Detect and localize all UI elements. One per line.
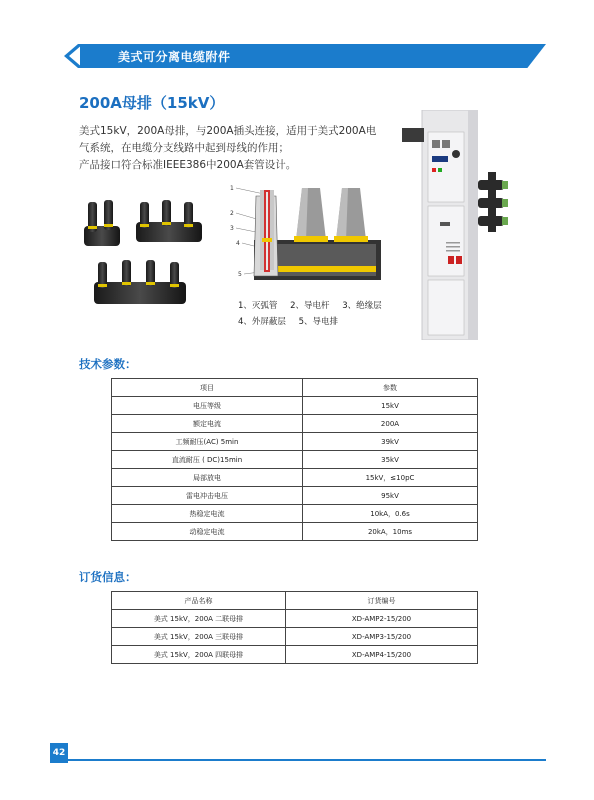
callout-1: 1 <box>230 185 234 192</box>
table-cell: 额定电流 <box>112 415 303 433</box>
table-cell: XD-AMP3-15/200 <box>286 628 478 646</box>
diagram-legend <box>238 298 408 330</box>
four-way-busbar-image <box>94 260 186 304</box>
table-cell: 200A <box>303 415 478 433</box>
order-table <box>111 591 478 664</box>
two-way-busbar-image <box>84 200 120 246</box>
table-cell: XD-AMP2-15/200 <box>286 610 478 628</box>
product-photos <box>80 196 210 314</box>
table-cell: 电压等级 <box>112 397 303 415</box>
callout-4: 4 <box>236 240 240 247</box>
header-banner <box>52 44 546 68</box>
specs-heading: 技术参数： <box>79 357 137 371</box>
table-row <box>112 433 478 451</box>
table-cell: 95kV <box>303 487 478 505</box>
legend-item: 1、灭弧管 <box>238 301 278 311</box>
table-cell: 美式 15kV，200A 二联母排 <box>112 610 286 628</box>
three-way-busbar-image <box>136 200 202 242</box>
table-cell: 10kA，0.6s <box>303 505 478 523</box>
legend-row <box>238 298 408 314</box>
order-heading: 订货信息： <box>79 570 137 584</box>
callout-5: 5 <box>238 271 242 278</box>
callout-2: 2 <box>230 210 234 217</box>
legend-item: 4、外屏蔽层 <box>238 317 286 327</box>
table-cell: 15kV，≤10pC <box>303 469 478 487</box>
table-row <box>112 628 478 646</box>
table-row <box>112 487 478 505</box>
column-header: 参数 <box>303 379 478 397</box>
header-title: 美式可分离电缆附件 <box>118 50 231 64</box>
specs-table <box>111 378 478 541</box>
column-header: 订货编号 <box>286 592 478 610</box>
description-line: 美式15kV，200A母排，与200A插头连接，适用于美式200A电 <box>79 125 377 137</box>
description-line: 产品接口符合标准IEEE386中200A套管设计。 <box>79 159 297 171</box>
description-line: 气系统，在电缆分支线路中起到母线的作用； <box>79 142 289 154</box>
table-cell: 动稳定电流 <box>112 523 303 541</box>
table-cell: 热稳定电流 <box>112 505 303 523</box>
table-cell: 35kV <box>303 451 478 469</box>
product-description <box>79 123 379 174</box>
table-cell: 工频耐压(AC) 5min <box>112 433 303 451</box>
table-row <box>112 415 478 433</box>
table-row <box>112 451 478 469</box>
table-header-row <box>112 592 478 610</box>
product-title: 200A母排（15kV） <box>79 94 225 112</box>
table-cell: 雷电冲击电压 <box>112 487 303 505</box>
table-cell: 美式 15kV，200A 四联母排 <box>112 646 286 664</box>
table-header-row <box>112 379 478 397</box>
legend-item: 2、导电杆 <box>290 301 330 311</box>
table-row <box>112 505 478 523</box>
page-number: 42 <box>50 743 68 763</box>
legend-row <box>238 314 408 330</box>
legend-item: 5、导电排 <box>298 317 339 327</box>
table-row <box>112 397 478 415</box>
cross-section-diagram <box>226 180 386 290</box>
legend-item: 3、绝缘层 <box>342 301 382 311</box>
table-row <box>112 646 478 664</box>
table-cell: XD-AMP4-15/200 <box>286 646 478 664</box>
table-row <box>112 469 478 487</box>
table-cell: 美式 15kV，200A 三联母排 <box>112 628 286 646</box>
table-cell: 20kA，10ms <box>303 523 478 541</box>
table-cell: 39kV <box>303 433 478 451</box>
table-cell: 直流耐压 ( DC)15min <box>112 451 303 469</box>
column-header: 项目 <box>112 379 303 397</box>
footer-divider <box>68 759 546 761</box>
table-row <box>112 610 478 628</box>
table-cell: 局部放电 <box>112 469 303 487</box>
switchgear-cabinet-image <box>402 110 512 340</box>
callout-3: 3 <box>230 225 234 232</box>
table-row <box>112 523 478 541</box>
column-header: 产品名称 <box>112 592 286 610</box>
table-cell: 15kV <box>303 397 478 415</box>
